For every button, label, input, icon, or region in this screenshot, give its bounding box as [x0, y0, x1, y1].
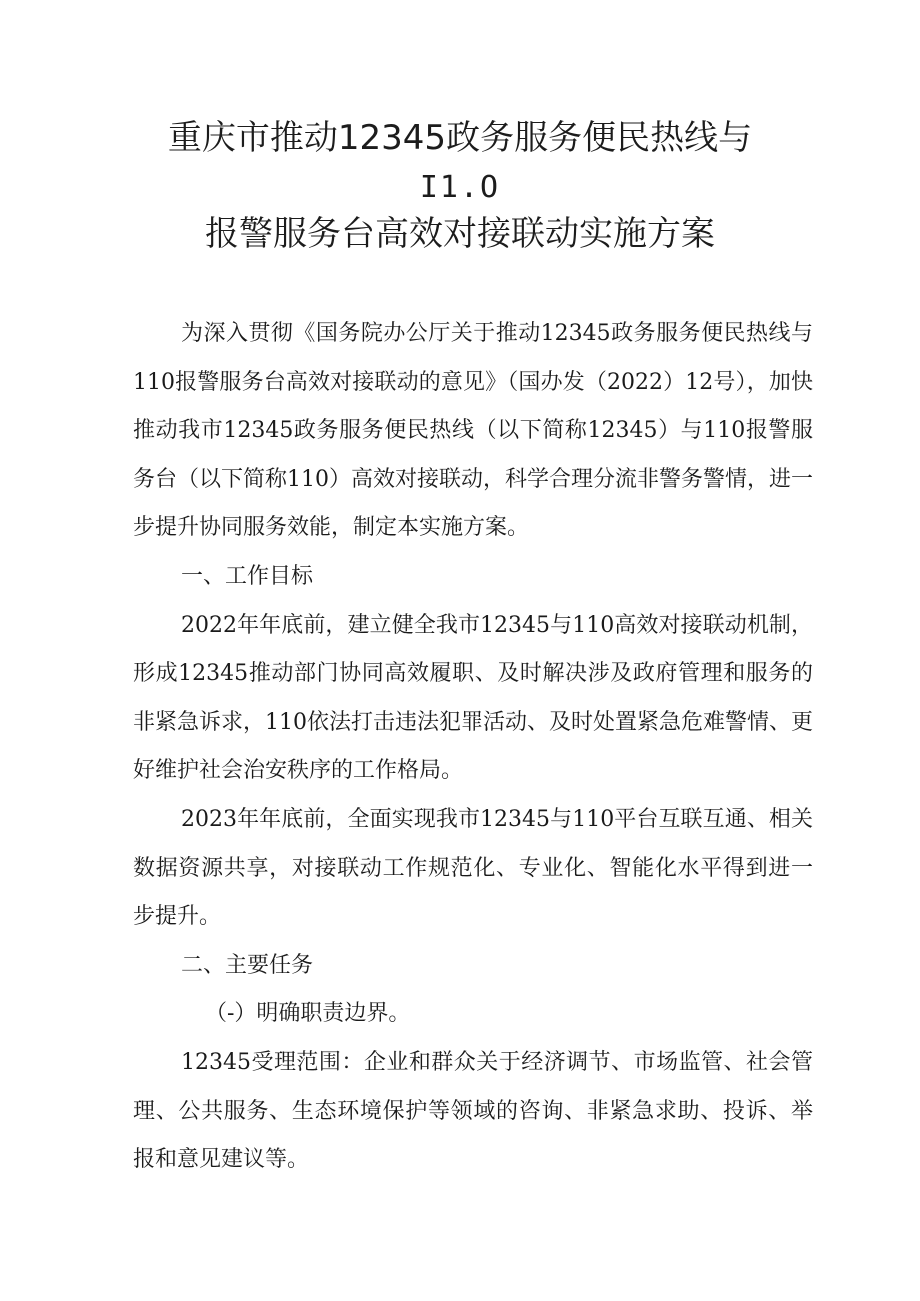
subsection-heading-responsibilities: （-）明确职责边界。: [205, 1001, 411, 1027]
document-title-line-2: I1.O: [419, 170, 501, 205]
scope-12345-paragraph: 12345受理范围：企业和群众关于经济调节、市场监管、社会管理、公共服务、生态环境保护等领域的咨询、非紧急求助、投诉、举报和意见建议等。: [133, 1049, 813, 1173]
document-title-line-3: 报警服务台高效对接联动实施方案: [205, 214, 715, 254]
section-heading-tasks: 二、主要任务: [181, 952, 314, 978]
document-title-line-1: 重庆市推动12345政务服务便民热线与: [167, 118, 753, 158]
goal-2022-paragraph: 2022年年底前，建立健全我市12345与110高效对接联动机制，形成12345推动部门协同高效履职、及时解决涉及政府管理和服务的非紧急诉求，110依法打击违法犯罪活动、及时处置紧急危难警情、更好维护社会治安秩序的工作格局。: [133, 612, 813, 784]
goal-2023-paragraph: 2023年年底前，全面实现我市12345与110平台互联互通、相关数据资源共享，对接联动工作规范化、专业化、智能化水平得到进一步提升。: [133, 806, 813, 930]
section-heading-goals: 一、工作目标: [181, 563, 314, 589]
document-body: [133, 310, 813, 1185]
intro-paragraph: 为深入贯彻《国务院办公厅关于推动12345政务服务便民热线与110报警服务台高效对接联动的意见》（国办发（2022）12号），加快推动我市12345政务服务便民热线（以下简称12345）与110报警服务台（以下简称110）高效对接联动，科学合理分流非警务警情，进一步提升协同服务效能，制定本实施方案。: [133, 321, 813, 541]
